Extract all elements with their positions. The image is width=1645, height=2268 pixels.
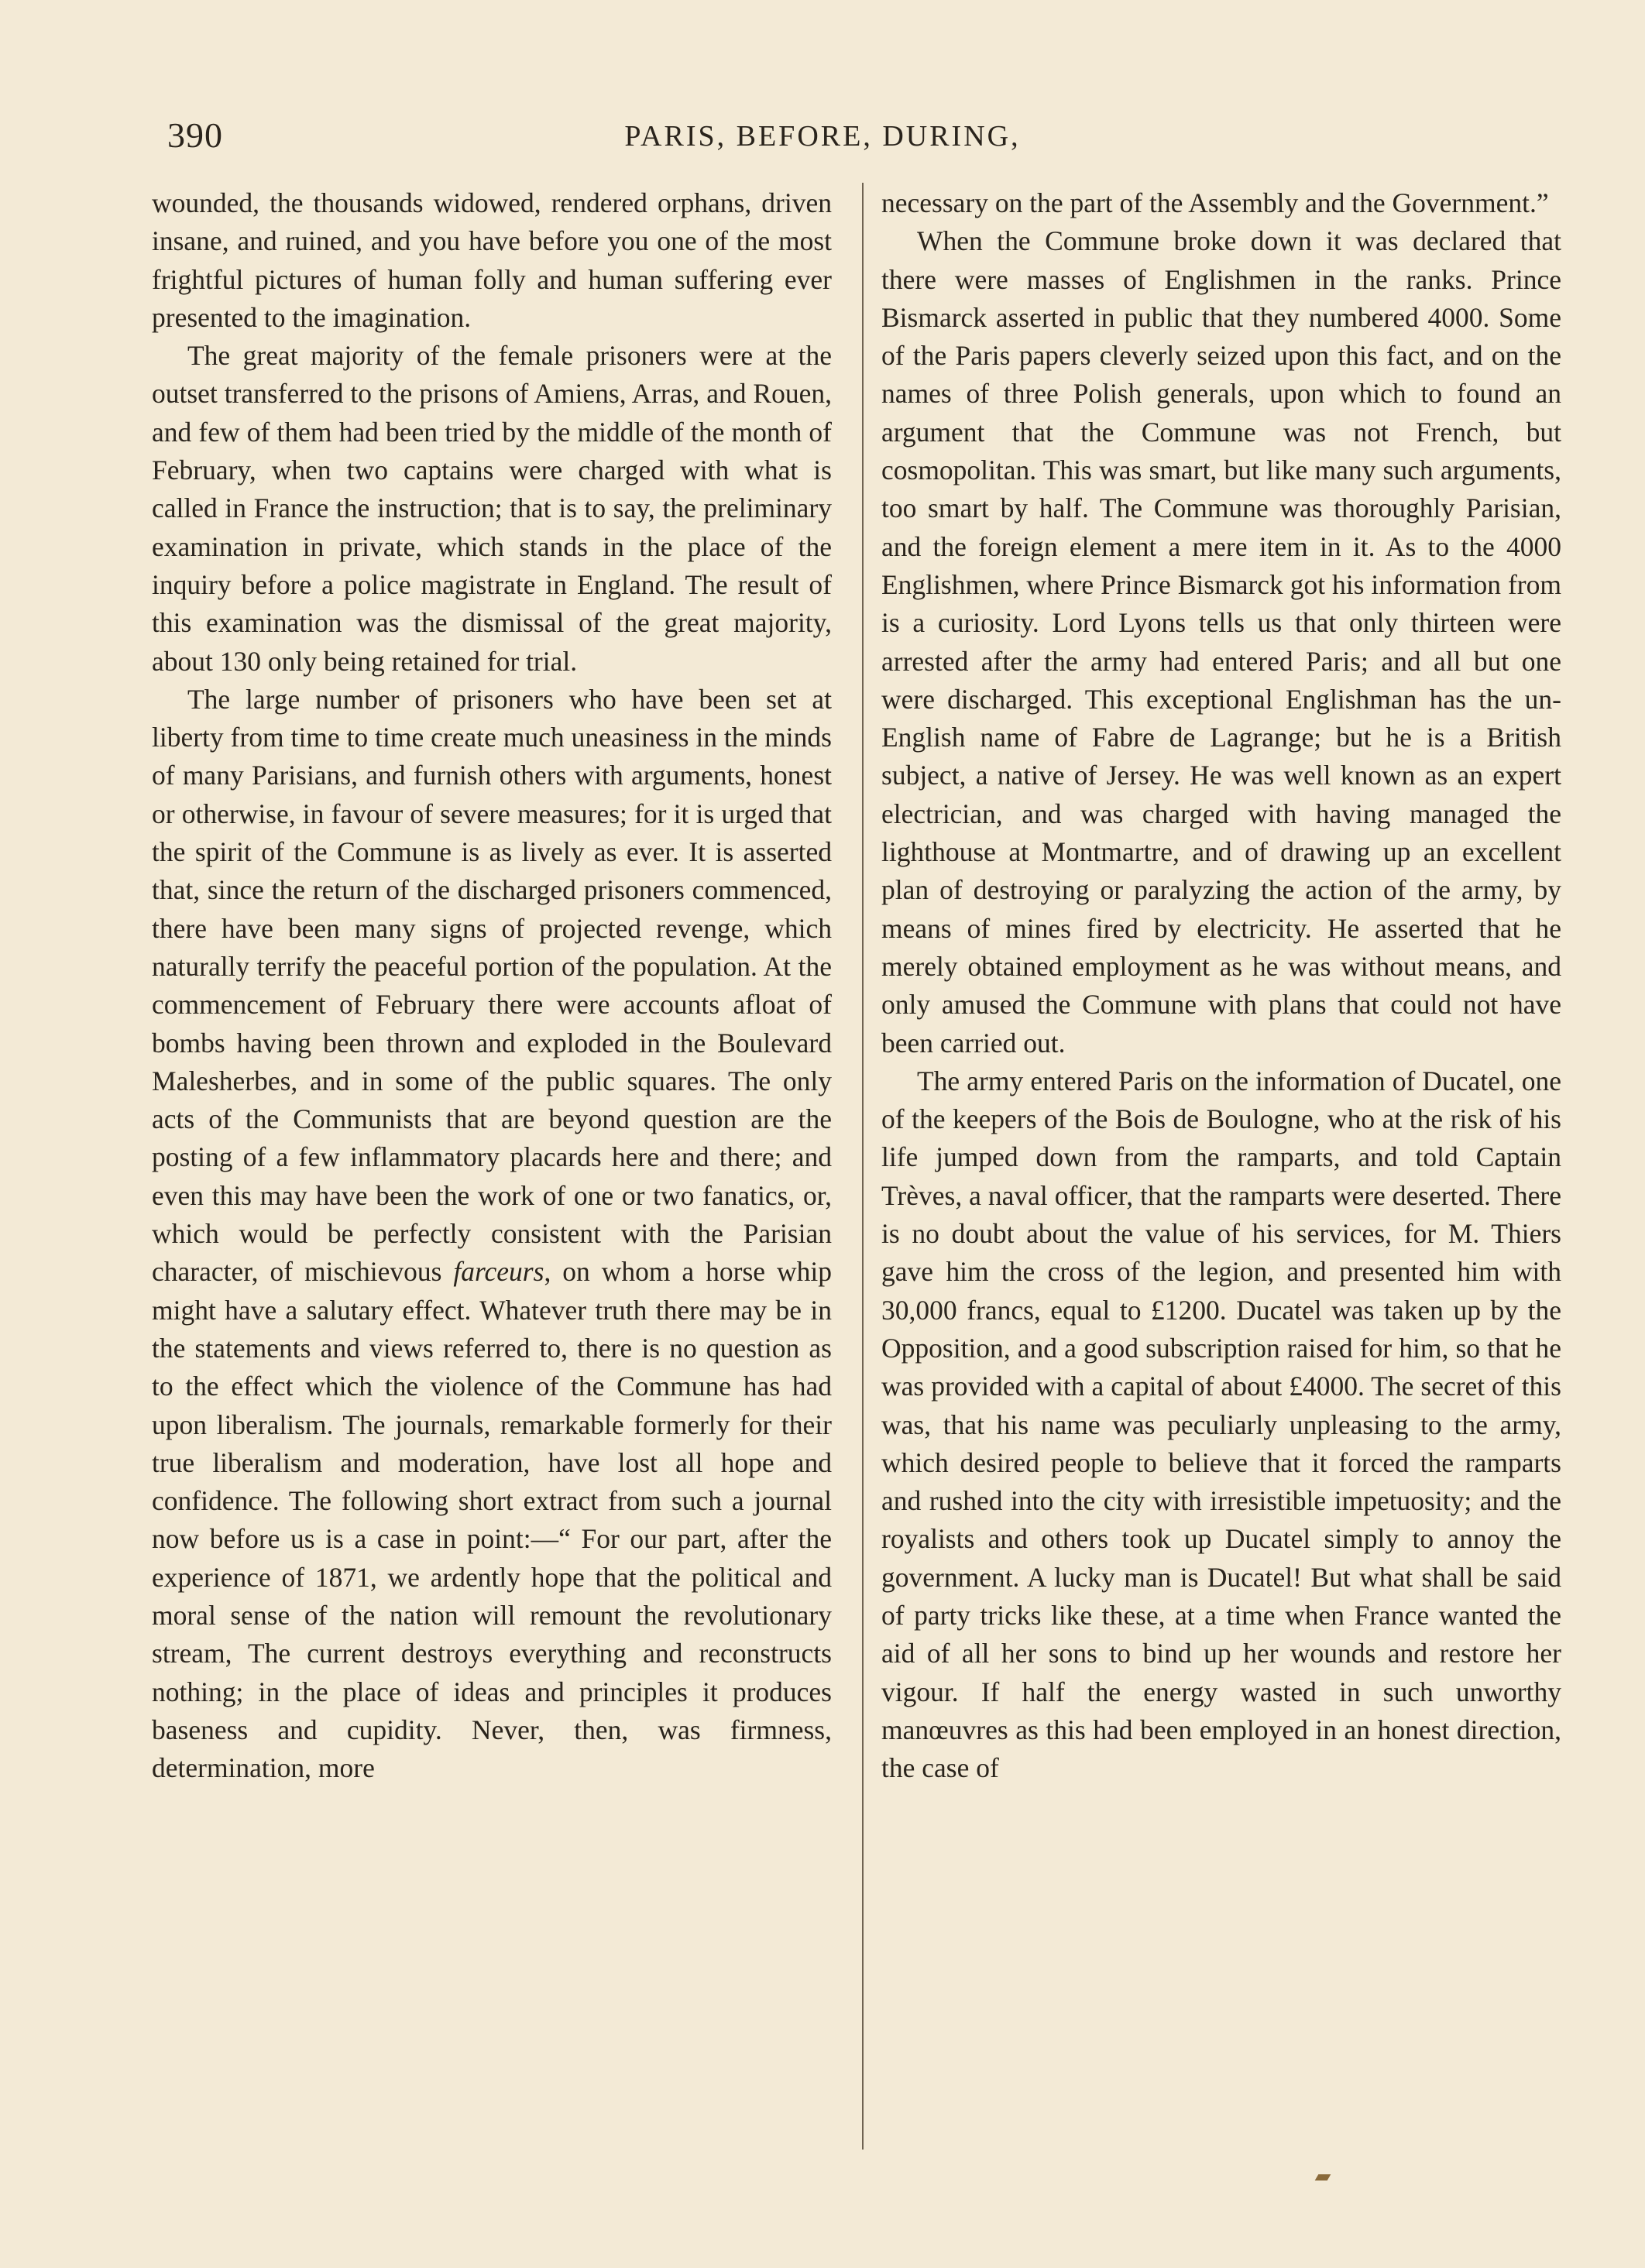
paragraph: The army entered Paris on the information of Ducatel, one of the keepers of the Bois de Boulogne, who at the risk of his life jumped down from the ramparts, and told Captain Trèves, a naval officer, that the ramparts were deserted. There is no doubt about the value of his services, for M. Thiers gave him the cross of the legion, and presented him with 30,000 francs, equal to £1200. Ducatel was taken up by the Opposition, and a good subscription raised for him, so that he was provided with a capital of about £4000. The secret of this was, that his name was peculiarly unpleasing to the army, which desired people to believe that it forced the ramparts and rushed into the city with irresistible impetuosity; and the royalists and others took up Ducatel simply to annoy the government. A lucky man is Ducatel! But what shall be said of party tricks like these, at a time when France wanted the aid of all her sons to bind up her wounds and restore her vigour. If half the energy wasted in such unworthy manœuvres as this had been employed in an honest direction, the case of <box>881 1065 1561 1784</box>
paragraph <box>152 681 832 1788</box>
paragraph: The great majority of the female prisoners were at the outset transferred to the prisons of Amiens, Arras, and Rouen, and few of them had been tried by the middle of the month of February, when two captains were charged with what is called in France the instruction; that is to say, the preliminary examination in private, which stands in the place of the inquiry before a police magistrate in England. The result of this examination was the dismissal of the great majority, about 130 only being retained for trial. <box>152 340 832 677</box>
ink-mark <box>1315 2174 1331 2181</box>
running-title: PARIS, BEFORE, DURING, <box>624 120 1021 153</box>
text-run: The large number of prisoners who have been set at liberty from time to time create much uneasiness in the minds of many Parisians, and furnish others with arguments, honest or otherwise, in favour of severe measures; for it is urged that the spirit of the Commune is as lively as ever. It is asserted that, since the return of the discharged prisoners commenced, there have been many signs of projected revenge, which naturally terrify the peaceful portion of the population. At the commencement of February there were accounts afloat of bombs having been thrown and exploded in the Boulevard Malesherbes, and in some of the public squares. The only acts of the Communists that are beyond question are the posting of a few inflammatory placards here and there; and even this may have been the work of one or two fanatics, or, which would be perfectly consistent with the Parisian character, of mischievous <box>152 683 832 1288</box>
italic-term: farceurs <box>453 1256 544 1288</box>
text-run: , on whom a horse whip might have a salutary effect. Whatever truth there may be in the statements and views referred to, there is no question as to the effect which the violence of the Commune has had upon liberalism. The journals, remarkable formerly for their true liberalism and moderation, have lost all hope and confidence. The following short extract from such a journal now before us is a case in point:—“ For our part, after the experience of 1871, we ardently hope that the political and moral sense of the nation will remount the revolutionary stream, The current destroys everything and reconstructs nothing; in the place of ideas and principles it produces baseness and cupidity. Never, then, was firmness, determination, more <box>152 1256 832 1784</box>
paragraph: necessary on the part of the Assembly and the Government.” <box>881 187 1549 218</box>
right-column <box>881 184 1561 1787</box>
paragraph: wounded, the thousands widowed, rendered orphans, driven insane, and ruined, and you have before you one of the most frightful pictures of human folly and human suffering ever presented to the imagination. <box>152 187 832 333</box>
column-divider <box>862 183 864 2150</box>
left-column <box>152 184 832 1787</box>
page-number: 390 <box>167 115 223 155</box>
paragraph: When the Commune broke down it was declared that there were masses of Englishmen in the ranks. Prince Bismarck asserted in public that they numbered 4000. Some of the Paris papers cleverly seized upon this fact, and on the names of three Polish generals, upon which to found an argument that the Commune was not French, but cosmopolitan. This was smart, but like many such arguments, too smart by half. The Commune was thoroughly Parisian, and the foreign element a mere item in it. As to the 4000 Englishmen, where Prince Bismarck got his information from is a curiosity. Lord Lyons tells us that only thirteen were arrested after the army had entered Paris; and all but one were discharged. This exceptional Englishman has the un-English name of Fabre de Lagrange; but he is a British subject, a native of Jersey. He was well known as an expert electrician, and was charged with having managed the lighthouse at Montmartre, and of drawing up an excellent plan of destroying or paralyzing the action of the army, by means of mines fired by electricity. He asserted that he merely obtained employment as he was without means, and only amused the Commune with plans that could not have been carried out. <box>881 225 1561 1059</box>
